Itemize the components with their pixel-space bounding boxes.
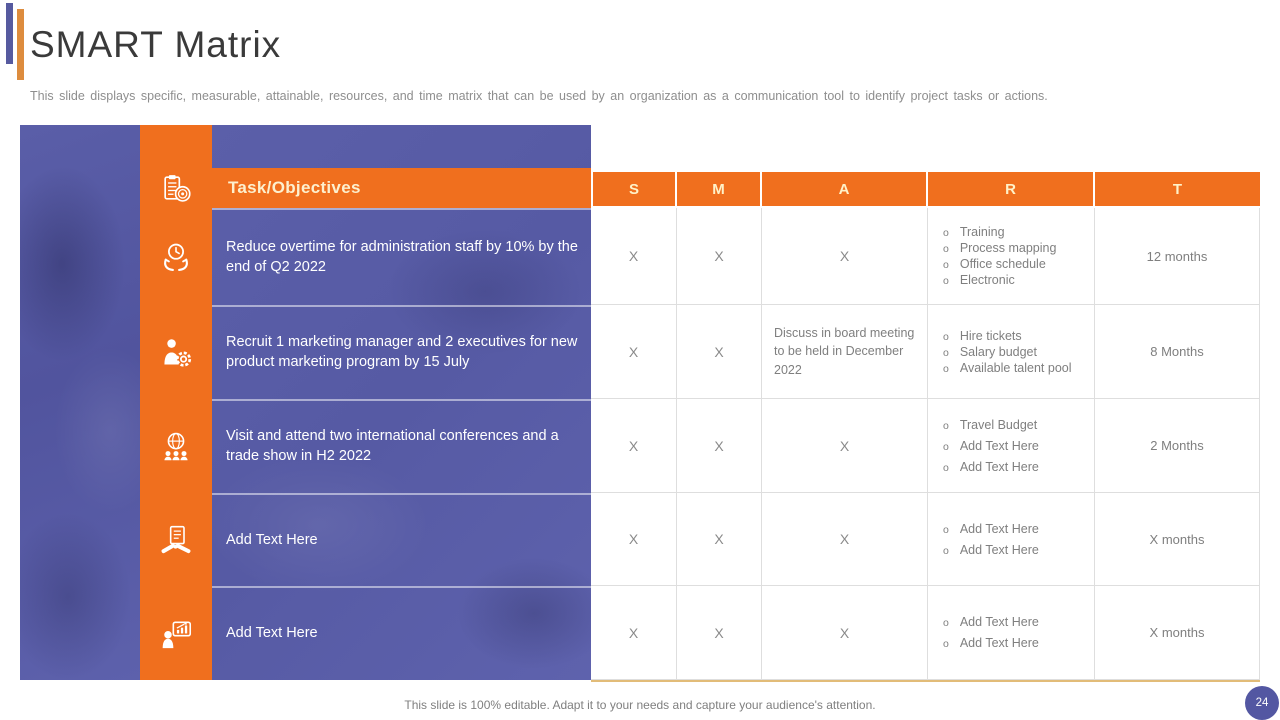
slide-title: SMART Matrix [30, 24, 282, 65]
accent-bar-orange [17, 9, 24, 80]
task-cell: Recruit 1 marketing manager and 2 executives for new product marketing program by 15 July [212, 305, 591, 399]
s-cell: X [591, 305, 677, 399]
resource-item: o Add Text Here [943, 460, 1039, 474]
resource-item: o Office schedule [943, 257, 1056, 271]
task-cell: Add Text Here [212, 493, 591, 586]
resource-item: o Travel Budget [943, 418, 1039, 432]
a-cell: X [762, 399, 928, 493]
resources-cell [928, 493, 1095, 586]
task-cell: Visit and attend two international conferences and a trade show in H2 2022 [212, 399, 591, 493]
time-cell: 8 Months [1095, 305, 1260, 399]
resource-item: o Training [943, 225, 1056, 239]
column-header-t: T [1095, 172, 1260, 208]
task-column-top-band [212, 125, 591, 168]
resources-list [943, 515, 1039, 564]
s-cell: X [591, 208, 677, 305]
resource-item: o Process mapping [943, 241, 1056, 255]
column-header-s: S [591, 172, 677, 208]
task-header-cell: Task/Objectives [212, 168, 591, 208]
resources-list [943, 327, 1072, 377]
time-cell: X months [1095, 493, 1260, 586]
resource-item: o Add Text Here [943, 543, 1039, 557]
m-cell: X [677, 305, 762, 399]
a-cell: Discuss in board meeting to be held in December 2022 [762, 305, 928, 399]
m-cell: X [677, 208, 762, 305]
resource-item: o Add Text Here [943, 615, 1039, 629]
resources-cell [928, 399, 1095, 493]
time-cell: 2 Months [1095, 399, 1260, 493]
photo-panel [20, 125, 140, 680]
time-cell: 12 months [1095, 208, 1260, 305]
task-column [212, 125, 591, 680]
slide-subtitle: This slide displays specific, measurable, attainable, resources, and time matrix that can be used by an organization as a communication tool to identify project tasks or actions. [30, 89, 1048, 103]
s-cell: X [591, 493, 677, 586]
global-team-meeting-icon [140, 399, 212, 493]
icon-strip-spacer [140, 125, 212, 168]
resources-list [943, 223, 1056, 289]
s-cell: X [591, 586, 677, 680]
time-cell: X months [1095, 586, 1260, 680]
resource-item: o Available talent pool [943, 361, 1072, 375]
resource-item: o Add Text Here [943, 522, 1039, 536]
s-cell: X [591, 399, 677, 493]
a-cell: X [762, 208, 928, 305]
resources-cell [928, 208, 1095, 305]
resources-cell [928, 586, 1095, 680]
a-cell: X [762, 493, 928, 586]
smart-table [591, 172, 1260, 680]
footer-note: This slide is 100% editable. Adapt it to your needs and capture your audience's attention. [404, 698, 876, 712]
task-cell: Add Text Here [212, 586, 591, 680]
clipboard-checklist-target-icon [140, 168, 212, 208]
accent-bar-blue [6, 3, 13, 64]
resources-cell [928, 305, 1095, 399]
handshake-agreement-icon [140, 493, 212, 586]
page-number-badge: 24 [1245, 686, 1279, 720]
m-cell: X [677, 399, 762, 493]
divider-line [591, 680, 1260, 682]
column-header-a: A [762, 172, 928, 208]
icon-strip [140, 125, 212, 680]
column-header-r: R [928, 172, 1095, 208]
a-cell: X [762, 586, 928, 680]
resource-item: o Salary budget [943, 345, 1072, 359]
resources-list [943, 608, 1039, 657]
resource-item: o Hire tickets [943, 329, 1072, 343]
resource-item: o Electronic [943, 273, 1056, 287]
resources-list [943, 411, 1039, 481]
presenter-with-chart-icon [140, 586, 212, 680]
task-cell: Reduce overtime for administration staff by 10% by the end of Q2 2022 [212, 208, 591, 305]
person-with-gear-icon [140, 305, 212, 399]
m-cell: X [677, 586, 762, 680]
hands-holding-clock-icon [140, 208, 212, 305]
resource-item: o Add Text Here [943, 439, 1039, 453]
resource-item: o Add Text Here [943, 636, 1039, 650]
column-header-m: M [677, 172, 762, 208]
m-cell: X [677, 493, 762, 586]
